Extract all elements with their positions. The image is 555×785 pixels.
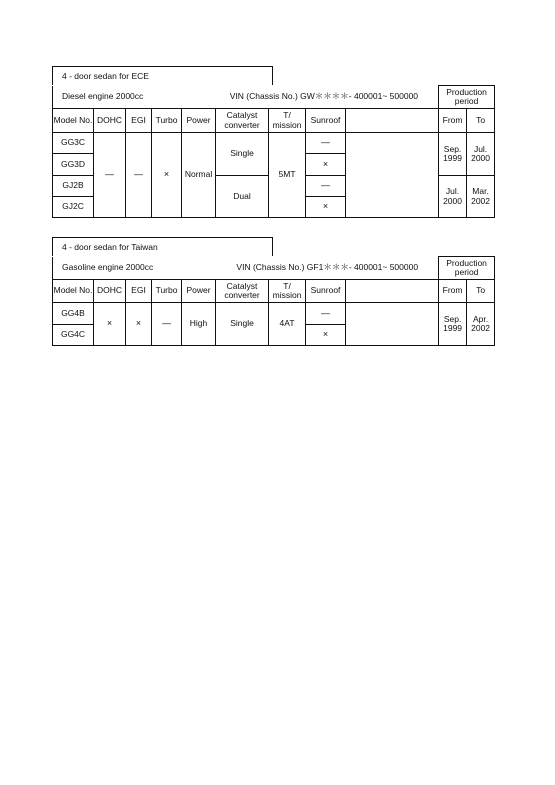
table1-catalyst-cell: Dual bbox=[216, 176, 269, 218]
table1-from-cell: Sep. 1999 bbox=[439, 133, 467, 176]
table1-blank-header bbox=[346, 109, 439, 133]
table1-sunroof-cell: — bbox=[306, 133, 346, 154]
table2-production-period-header: Production period bbox=[439, 257, 495, 280]
table2-power-cell: High bbox=[182, 303, 216, 346]
table2-from-cell: Sep. 1999 bbox=[439, 303, 467, 346]
table2-vin: VIN (Chassis No.) GF1＊＊＊- 400001~ 500000 bbox=[182, 257, 439, 280]
table2-sunroof-header: Sunroof bbox=[306, 280, 346, 303]
table1-tmission-cell: 5MT bbox=[269, 133, 306, 218]
table2-to-cell: Apr. 2002 bbox=[467, 303, 495, 346]
table1-model-header: Model No. bbox=[53, 109, 94, 133]
table2-egi-header: EGI bbox=[126, 280, 152, 303]
table1-sunroof-header: Sunroof bbox=[306, 109, 346, 133]
table2-catalyst-cell: Single bbox=[216, 303, 269, 346]
table2-dohc-cell: × bbox=[94, 303, 126, 346]
table1-to-cell: Mar. 2002 bbox=[467, 176, 495, 218]
table2-model-header: Model No. bbox=[53, 280, 94, 303]
table1-from-cell: Jul. 2000 bbox=[439, 176, 467, 218]
table1-sunroof-cell: × bbox=[306, 197, 346, 218]
table1-egi-header: EGI bbox=[126, 109, 152, 133]
table2-blank-header bbox=[346, 280, 439, 303]
table2-dohc-header: DOHC bbox=[94, 280, 126, 303]
table2-to-header: To bbox=[467, 280, 495, 303]
table1-sunroof-cell: — bbox=[306, 176, 346, 197]
table1-dohc-header: DOHC bbox=[94, 109, 126, 133]
table1-turbo-cell: × bbox=[152, 133, 182, 218]
table2-engine: Gasoline engine 2000cc bbox=[53, 257, 182, 280]
table1-to-cell: Jul. 2000 bbox=[467, 133, 495, 176]
table1-dohc-cell: — bbox=[94, 133, 126, 218]
table1-vin: VIN (Chassis No.) GW＊＊＊＊- 400001~ 500000 bbox=[182, 86, 439, 109]
table2-sunroof-cell: × bbox=[306, 325, 346, 346]
table2-title: 4 - door sedan for Taiwan bbox=[52, 237, 273, 256]
table1-catalyst-cell: Single bbox=[216, 133, 269, 176]
table1-power-cell: Normal bbox=[182, 133, 216, 218]
table1 bbox=[52, 85, 495, 218]
table1-sunroof-cell: × bbox=[306, 154, 346, 176]
table1-model-cell: GG3D bbox=[53, 154, 94, 176]
table1-to-header: To bbox=[467, 109, 495, 133]
table2 bbox=[52, 256, 495, 346]
table2-tmission-header: T/ mission bbox=[269, 280, 306, 303]
table2-turbo-cell: — bbox=[152, 303, 182, 346]
table2-sunroof-cell: — bbox=[306, 303, 346, 325]
table1-from-header: From bbox=[439, 109, 467, 133]
table1-title: 4 - door sedan for ECE bbox=[52, 66, 273, 85]
table1-model-cell: GJ2B bbox=[53, 176, 94, 197]
table1-blank-cell bbox=[346, 133, 439, 218]
table1-power-header: Power bbox=[182, 109, 216, 133]
table2-turbo-header: Turbo bbox=[152, 280, 182, 303]
table1-catalyst-header: Catalyst converter bbox=[216, 109, 269, 133]
table2-power-header: Power bbox=[182, 280, 216, 303]
table1-egi-cell: — bbox=[126, 133, 152, 218]
table1-turbo-header: Turbo bbox=[152, 109, 182, 133]
table1-model-cell: GJ2C bbox=[53, 197, 94, 218]
table1-production-period-header: Production period bbox=[439, 86, 495, 109]
table2-model-cell: GG4B bbox=[53, 303, 94, 325]
table1-tmission-header: T/ mission bbox=[269, 109, 306, 133]
table2-catalyst-header: Catalyst converter bbox=[216, 280, 269, 303]
table2-model-cell: GG4C bbox=[53, 325, 94, 346]
table2-from-header: From bbox=[439, 280, 467, 303]
table1-model-cell: GG3C bbox=[53, 133, 94, 154]
table2-tmission-cell: 4AT bbox=[269, 303, 306, 346]
table1-engine: Diesel engine 2000cc bbox=[53, 86, 182, 109]
table2-egi-cell: × bbox=[126, 303, 152, 346]
table2-blank-cell bbox=[346, 303, 439, 346]
